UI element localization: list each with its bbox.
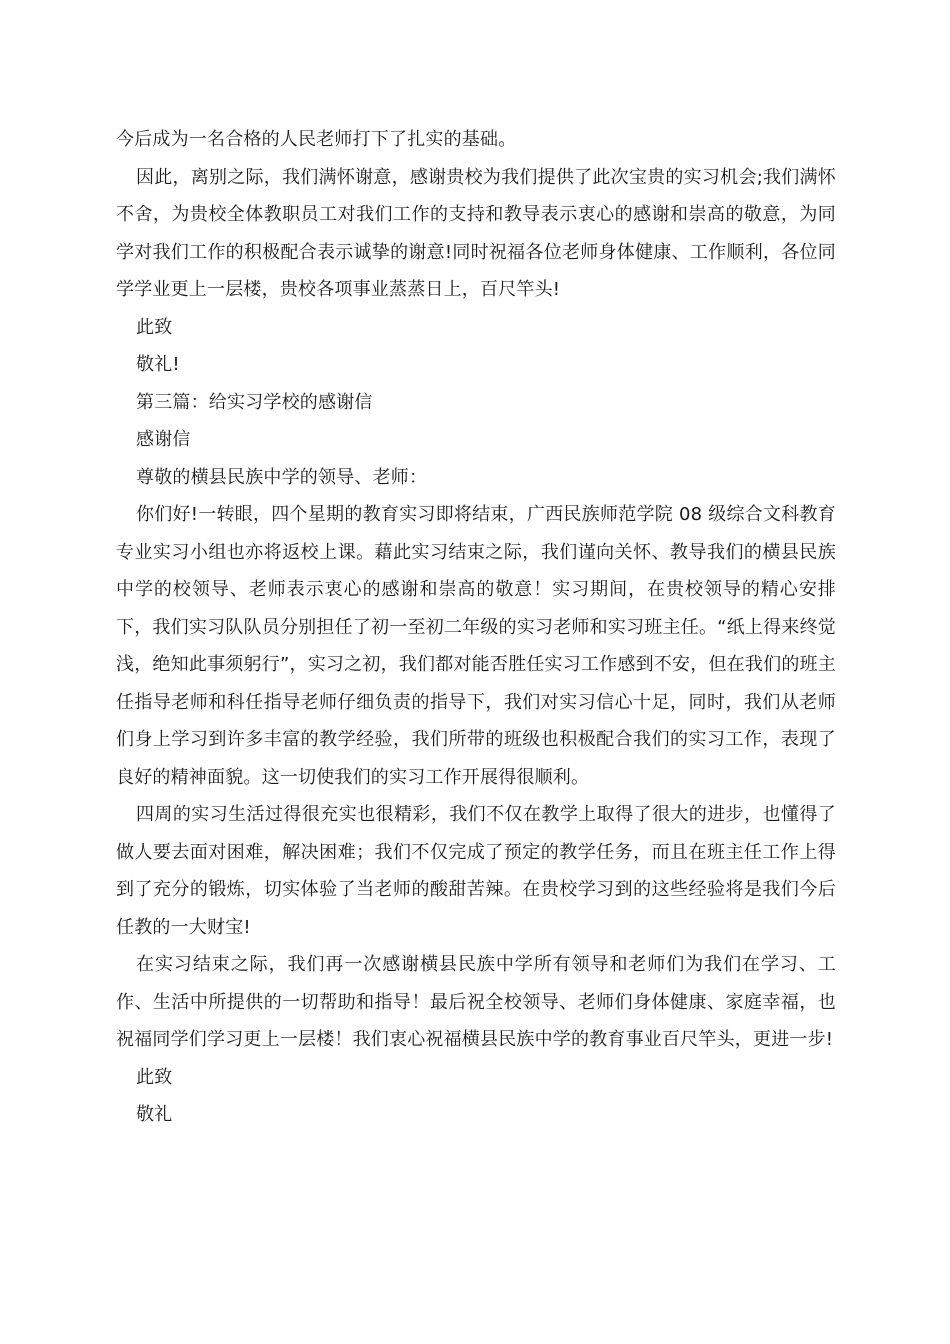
paragraph: 因此，离别之际，我们满怀谢意，感谢贵校为我们提供了此次宝贵的实习机会;我们满怀不舍，为贵校全体教职员工对我们工作的支持和教导表示衷心的感谢和崇高的敬意，为同学对我们工作的积极配合表示诚挚的谢意!同时祝福各位老师身体健康、工作顺利，各位同学学业更上一层楼，贵校各项事业蒸蒸日上，百尺竿头!	[116, 166, 836, 300]
letter-greeting: 尊敬的横县民族中学的领导、老师：	[136, 466, 428, 488]
closing-salutation: 此致	[136, 1066, 173, 1088]
closing-salutation: 敬礼!	[136, 354, 180, 375]
section-heading: 第三篇：给实习学校的感谢信	[136, 391, 373, 413]
paragraph: 在实习结束之际，我们再一次感谢横县民族中学所有领导和老师们为我们在学习、工作、生活中所提供的一切帮助和指导！最后祝全校领导、老师们身体健康、家庭幸福，也祝福同学们学习更上一层楼！我们衷心祝福横县民族中学的教育事业百尺竿头，更进一步!	[116, 954, 836, 1050]
paragraph: 你们好!一转眼，四个星期的教育实习即将结束，广西民族师范学院 08 级综合文科教育专业实习小组也亦将返校上课。藉此实习结束之际，我们谨向关怀、教导我们的横县民族中学的校领导、老师表示衷心的感谢和崇高的敬意！实习期间，在贵校领导的精心安排下，我们实习队队员分别担任了初一至初二年级的实习老师和实习班主任。“纸上得来终觉浅，绝知此事须躬行”，实习之初，我们都对能否胜任实习工作感到不安，但在我们的班主任指导老师和科任指导老师仔细负责的指导下，我们对实习信心十足，同时，我们从老师们身上学习到许多丰富的教学经验，我们所带的班级也积极配合我们的实习工作，表现了良好的精神面貌。这一切使我们的实习工作开展得很顺利。	[116, 504, 836, 788]
document-page	[116, 121, 836, 1134]
closing-salutation: 敬礼	[136, 1104, 173, 1125]
paragraph: 今后成为一名合格的人民老师打下了扎实的基础。	[116, 129, 517, 150]
paragraph: 四周的实习生活过得很充实也很精彩，我们不仅在教学上取得了很大的进步，也懂得了做人要去面对困难，解决困难；我们不仅完成了预定的教学任务，而且在班主任工作上得到了充分的锻炼，切实体验了当老师的酸甜苦辣。在贵校学习到的这些经验将是我们今后任教的一大财宝!	[116, 804, 836, 938]
closing-salutation: 此致	[136, 316, 173, 338]
letter-title: 感谢信	[136, 429, 191, 450]
